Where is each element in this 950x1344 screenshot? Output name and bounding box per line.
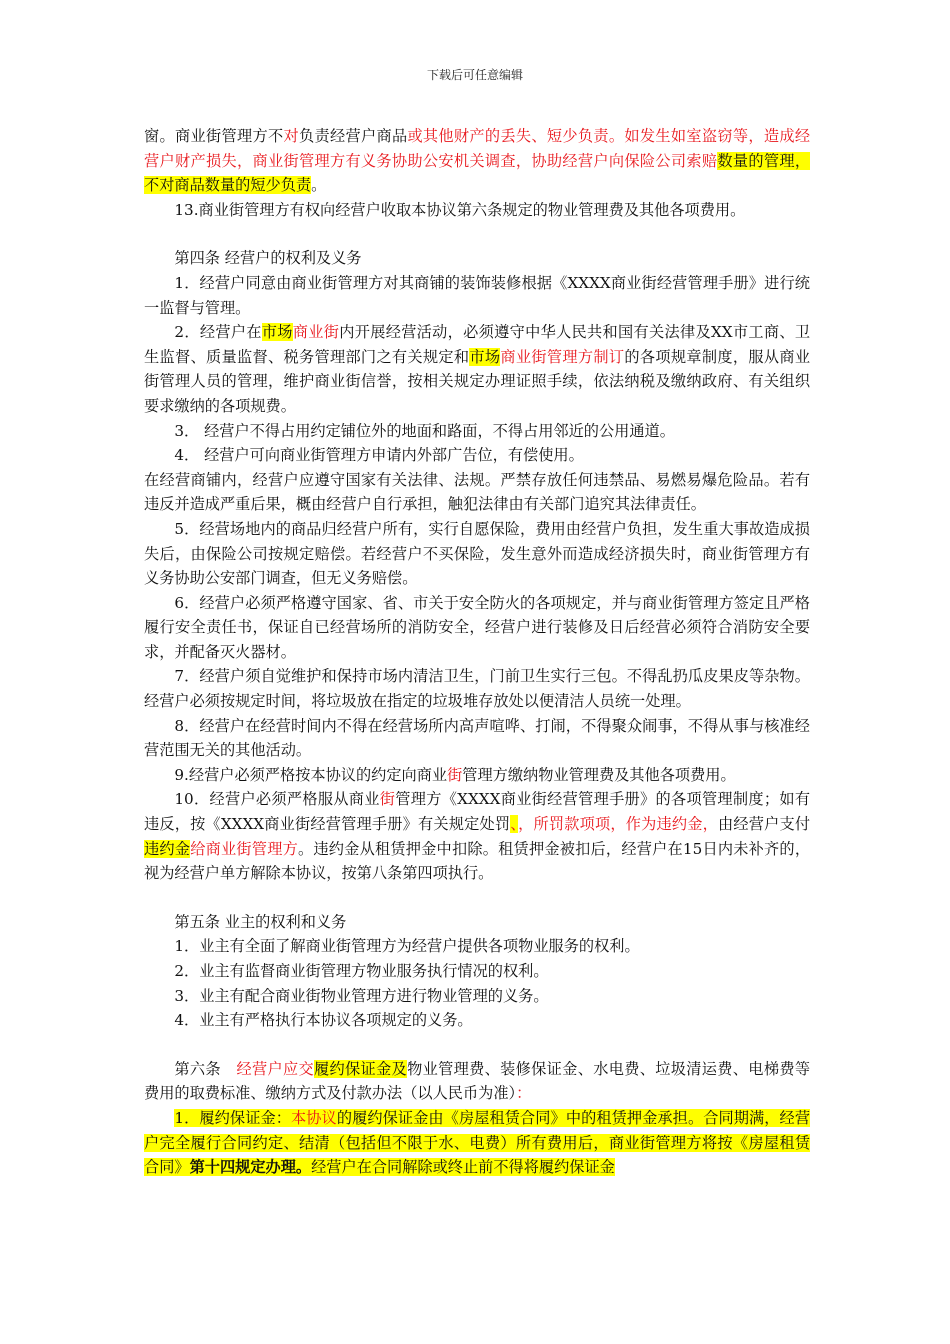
- article-4-item-2: [144, 320, 810, 418]
- text-run-highlight: 履约保证金及: [314, 1059, 408, 1078]
- text-run: 2．经营户在: [174, 323, 262, 342]
- article-4-title: 第四条 经营户的权利及义务: [174, 249, 362, 268]
- clause-13: 13.商业街管理方有权向经营户收取本协议第六条规定的物业管理费及其他各项费用。: [174, 200, 746, 219]
- article-4-item-6: 6．经营户必须严格遵守国家、省、市关于安全防火的各项规定，并与商业街管理方签定且严格履行安全责任书，保证自已经营场所的消防安全，经营户进行装修及日后经营必须符合消防安全要求，并配备灭火器材。: [144, 593, 810, 661]
- text-run: 物业管理费、装修保证金、水电费、垃圾清运费、电梯费等费用的取费标准、缴纳方式及付款办法（以人民币为准）: [144, 1059, 811, 1103]
- text-run-highlight: 市场: [261, 323, 293, 342]
- text-run-red: 或其他财产的丢失、短少负责。如发生如室盗窃等，造成经营户财产损失，商业街管理方有义务协助公安机关调查，协助经营户向保险公司索赔: [144, 127, 811, 170]
- text-run: 的各项规章制度，服从商业街管理人员的管理，维护商业街信誉，按相关规定办理证照手续，依法纳税及缴纳政府、有关组织要求缴纳的各项规费。: [144, 347, 811, 415]
- text-run: 9.经营户必须严格按本协议的约定向商业: [174, 765, 448, 784]
- text-run: 第六条: [174, 1059, 237, 1078]
- article-5-item-2: 2．业主有监督商业街管理方物业服务执行情况的权利。: [174, 962, 549, 980]
- text-run: 内开展经营活动，必须遵守中华人民共和国有关法律及XX市工商、卫生监督、质量监督、税务管理部门之有关规定和: [144, 323, 811, 366]
- article-5-item-1: 1．业主有全面了解商业街管理方为经营户提供各项物业服务的权利。: [174, 937, 640, 956]
- article-6-item-1: [144, 1106, 810, 1180]
- text-run: 10．经营户必须严格服从商业: [174, 790, 380, 809]
- spacer: [144, 1033, 810, 1057]
- document-body: [144, 124, 810, 1180]
- text-run-highlight: 数量的管理，不对商品数量的短少负责: [144, 151, 811, 195]
- article-6-title: [144, 1057, 810, 1106]
- spacer: [144, 886, 810, 910]
- text-run: 。: [311, 176, 327, 195]
- text-run-highlight: 的履约保证金由《房屋租赁合同》中的租赁押金承担。合同期满，经营户完全履行合同约定、结清（包括但不限于水、电费）所有费用后，商业街管理方将按《房屋租赁合同》: [144, 1108, 811, 1177]
- article-5-item-4: 4．业主有严格执行本协议各项规定的义务。: [174, 1011, 473, 1030]
- text-run-red: 商业街管理方制订: [500, 347, 625, 366]
- article-4-item-1: 1．经营户同意由商业街管理方对其商铺的装饰装修根据《XXXX商业街经营管理手册》进行统一监督与管理。: [144, 273, 810, 317]
- article-4-item-8: 8．经营户在经营时间内不得在经营场所内高声喧哗、打闹，不得聚众闹事，不得从事与核准经营范围无关的其他活动。: [144, 716, 810, 760]
- text-run-red: 经营户应交: [236, 1059, 314, 1078]
- text-run: 管理方缴纳物业管理费及其他各项费用。: [462, 765, 736, 784]
- article-4-item-7: 7．经营户须自觉维护和保持市场内清洁卫生，门前卫生实行三包。不得乱扔瓜皮果皮等杂物。经营户必须按规定时间，将垃圾放在指定的垃圾堆存放处以便清洁人员统一处理。: [144, 667, 810, 711]
- text-run-highlight: 经营户在合同解除或终止前不得将履约保证金: [311, 1158, 615, 1177]
- text-run-highlight: 1．履约保证金：: [174, 1108, 291, 1127]
- text-run-highlight: 市场: [469, 347, 501, 366]
- article-4-item-4-detail: 在经营商铺内，经营户应遵守国家有关法律、法规。严禁存放任何违禁品、易燃易爆危险品。若有违反并造成严重后果，概由经营户自行承担，触犯法律由有关部门追究其法律责任。: [144, 470, 810, 514]
- text-run-red: 街: [379, 790, 396, 809]
- text-run-red: 对: [283, 127, 299, 145]
- text-run-highlight: 、: [510, 815, 519, 834]
- text-run: 窗。商业街管理方不: [144, 127, 284, 145]
- text-run: 管理方《XXXX商业街经营管理手册》的各项管理制度；如有违反，按《XXXX商业街经营管理手册》有关规定处罚: [144, 790, 811, 834]
- text-run-red: ，所罚款项项，作为违约金，: [518, 815, 718, 834]
- article-4-item-10: [144, 787, 810, 885]
- text-run: 。违约金从租赁押金中扣除。租赁押金被扣后，经营户在15日内未补齐的，视为经营户单方解除本协议，按第八条第四项执行。: [144, 839, 811, 883]
- text-run-red: 商业街: [292, 323, 340, 342]
- text-run-red: 给商业街管理方: [190, 839, 298, 858]
- text-run-red: 街: [447, 765, 463, 784]
- article-4-item-3: 3． 经营户不得占用约定铺位外的地面和路面，不得占用邻近的公用通道。: [174, 421, 675, 440]
- text-run: 由经营户支付: [717, 815, 811, 834]
- article-4-item-9: [144, 763, 810, 788]
- page-header: 下载后可任意编辑: [426, 68, 523, 82]
- article-5-title: 第五条 业主的权利和义务: [174, 912, 347, 931]
- article-4-item-5: 5．经营场地内的商品归经营户所有，实行自愿保险，费用由经营户负担，发生重大事故造成损失后，由保险公司按规定赔偿。若经营户不买保险，发生意外而造成经济损失时，商业街管理方有义务协助公安部门调查，但无义务赔偿。: [144, 519, 810, 588]
- text-run-highlight-bold: 第十四规定办理。: [189, 1158, 312, 1177]
- text-run-red: ：: [516, 1084, 532, 1103]
- article-4-item-4: 4． 经营户可向商业街管理方申请内外部广告位，有偿使用。: [174, 446, 584, 465]
- article-5-item-3: 3．业主有配合商业街物业管理方进行物业管理的义务。: [174, 986, 549, 1005]
- text-run-highlight: 违约金: [144, 839, 191, 858]
- text-run: 负责经营户商品: [298, 127, 408, 145]
- text-run-highlight-red: 本协议: [291, 1108, 337, 1127]
- spacer: [144, 222, 810, 246]
- paragraph-continuation: [144, 124, 810, 198]
